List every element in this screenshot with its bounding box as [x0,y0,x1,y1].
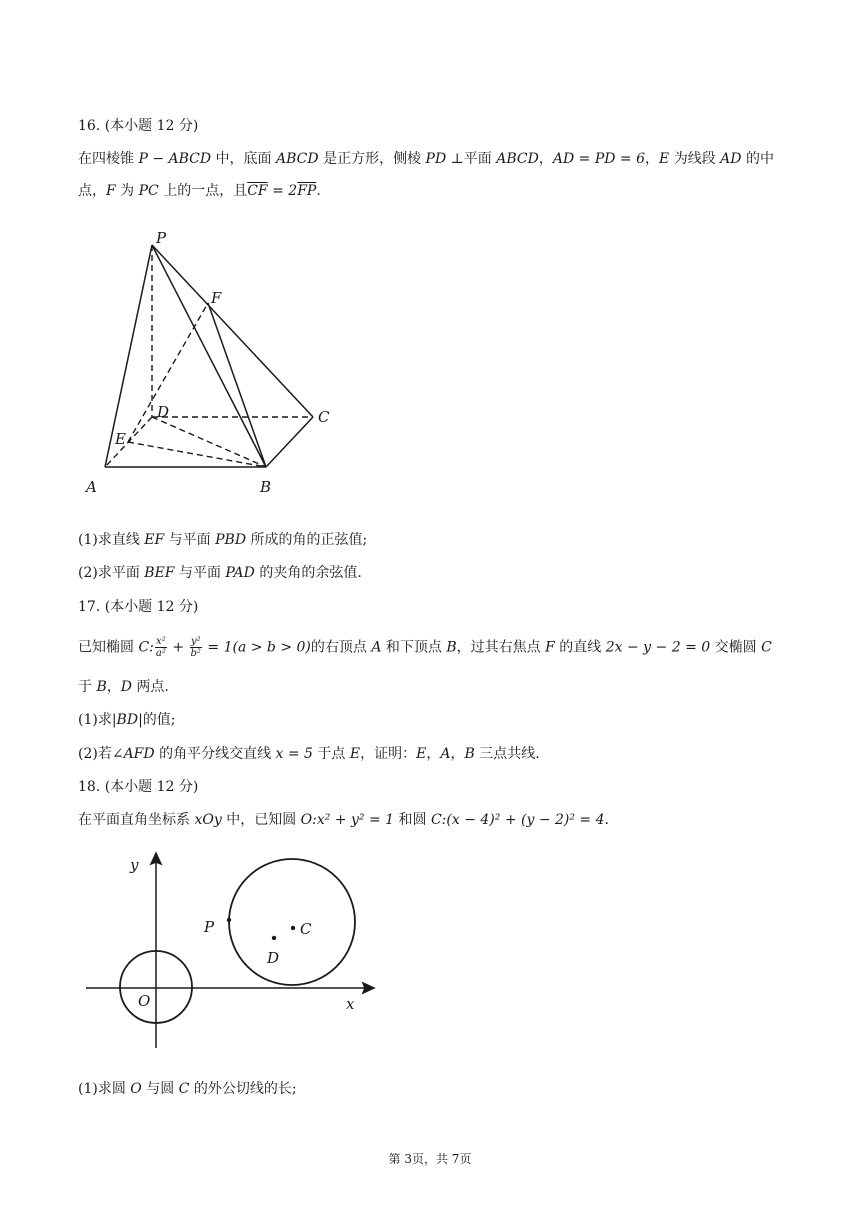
q17-math: B [464,746,475,762]
q18-header: 18. (本小题 12 分) [78,779,199,795]
q17-math: ∠AFD [111,746,155,762]
q16-text: 的夹角的余弦值. [254,565,362,581]
label-e: E [115,430,126,448]
q16-math: E [659,151,670,167]
q17-math: E [416,746,427,762]
point-d [272,936,276,940]
label-c: C [318,408,330,426]
q16-stem-line2 [78,180,321,200]
q17-math: B [446,639,457,656]
q17-text: 的值; [142,712,176,728]
q17-math: C: [138,639,154,656]
q17-text: ，证明： [360,746,417,762]
q17-math: A [440,746,451,762]
label-o: O [138,992,151,1010]
vector-fp: $\overline{FP}$ [297,183,317,199]
frac-num: x² [156,636,166,647]
q16-part1 [78,529,367,549]
edge-eb [128,442,266,467]
label-c: C [300,920,312,938]
label-d: D [267,949,280,967]
x-axis-arrow [363,983,374,993]
q16-math: F [106,183,116,199]
q16-text: ， [645,151,660,167]
q17-math: D [120,679,132,695]
q17-header: 17. (本小题 12 分) [78,599,199,615]
circle-c [229,859,355,985]
q16-text: ⊥平面 [446,151,497,167]
frac-den: b² [190,648,201,659]
q16-math: = 2 [267,183,298,199]
q16-math: AD [720,151,742,167]
q17-text: 的直线 [554,639,606,656]
q18-part1 [78,1078,297,1098]
q16-text: 点， [78,183,106,199]
circles-figure [80,848,390,1053]
edge-bc [266,417,313,467]
q18-text: 中，已知圆 [221,812,301,828]
q17-text: ， [426,746,441,762]
edge-fb [208,303,266,467]
fraction-x2-a2 [155,636,167,659]
q17-text: 于 [78,679,97,695]
q18-text: . [604,812,609,828]
q17-text: 的右顶点 [310,639,372,656]
q18-text: 的外公切线的长; [189,1081,297,1097]
edge-pb [152,245,266,467]
q17-text: (2)若 [78,746,112,762]
q16-stem-line1 [78,148,774,168]
q17-text: (1)求 [78,712,112,728]
edge-pc [152,245,313,417]
q16-math: ABCD [276,151,319,167]
q16-math: AD = PD = 6 [552,151,646,167]
q17-stem-line2 [78,676,169,696]
q17-text: ，过其右焦点 [456,639,546,656]
edge-ef [128,303,208,442]
label-x: x [346,995,355,1013]
q17-text: 的角平分线交直线 [154,746,276,762]
q18-text: (1)求圆 [78,1081,131,1097]
q18-text: 在平面直角坐标系 [78,812,195,828]
point-p [227,918,231,922]
q16-text: (2)求平面 [78,565,145,581]
q17-text: 于点 [312,746,350,762]
q16-text: 上的一点，且 [158,183,248,199]
q16-text: 为线段 [669,151,721,167]
q16-header: 16. (本小题 12 分) [78,118,199,134]
q18-stem-line1 [78,809,609,829]
q17-text: 已知椭圆 [78,639,139,656]
q18-math: C:(x − 4)² + (y − 2)² = 4 [430,812,605,828]
q16-math: PD [425,151,447,167]
q17-text: 三点共线. [474,746,540,762]
q18-math: O [130,1081,142,1097]
q18-math: C [178,1081,190,1097]
q17-text: ， [106,679,121,695]
q16-text: 为 [115,183,139,199]
label-y: y [130,856,139,874]
label-b: B [260,478,272,496]
fraction-y2-b2 [190,636,202,659]
frac-den: a² [155,648,166,659]
q18-math: xOy [194,812,222,828]
q16-part2 [78,562,362,582]
edge-pa [105,245,152,467]
vector-cf: $\overline{CF}$ [247,183,268,199]
q16-math: EF [144,532,165,548]
q18-text: 和圆 [394,812,431,828]
q17-math: A [371,639,382,656]
label-d: D [157,403,170,421]
q17-math: + [167,639,189,656]
label-p: P [204,918,215,936]
q17-text: 交椭圆 [710,639,762,656]
q17-text: ， [450,746,465,762]
page-footer: 第 3页，共 7页 [388,1152,472,1166]
q16-math: PAD [225,565,255,581]
q17-part2 [78,743,540,763]
q16-text: 所成的角的正弦值; [246,532,368,548]
q16-math: P − ABCD [138,151,212,167]
q18-math: O:x² + y² = 1 [300,812,395,828]
q18-text: 与圆 [141,1081,179,1097]
q16-text: 与平面 [174,565,226,581]
pyramid-figure [80,225,350,500]
q17-math: C [761,639,772,656]
q16-math: BEF [144,565,175,581]
q17-math: |BD| [111,712,143,728]
q16-text: 在四棱锥 [78,151,139,167]
q17-math: F [545,639,555,656]
q16-text: 是正方形，侧棱 [318,151,426,167]
q16-text: 与平面 [164,532,216,548]
q16-text: . [316,183,321,199]
label-p: P [156,229,167,247]
q17-part1 [78,709,176,729]
frac-num: y² [190,636,201,647]
q17-math: B [96,679,107,695]
point-c [291,926,295,930]
q17-math: E [349,746,361,762]
q16-text: (1)求直线 [78,532,145,548]
q16-math: ABCD [496,151,539,167]
y-axis-arrow [151,853,161,864]
q17-math: = 1(a > b > 0) [202,639,311,656]
q17-text: 和下顶点 [381,639,447,656]
q16-text: ， [538,151,553,167]
q17-stem-line1 [78,636,772,659]
label-a: A [86,478,97,496]
label-f: F [211,289,222,307]
q17-math: x = 5 [275,746,313,762]
q16-math: PBD [215,532,247,548]
edge-db [152,417,266,467]
q16-math: PC [138,183,159,199]
q16-text: 中，底面 [211,151,277,167]
q16-text: 的中 [741,151,774,167]
q17-text: 两点. [131,679,169,695]
q17-math: 2x − y − 2 = 0 [605,639,711,656]
